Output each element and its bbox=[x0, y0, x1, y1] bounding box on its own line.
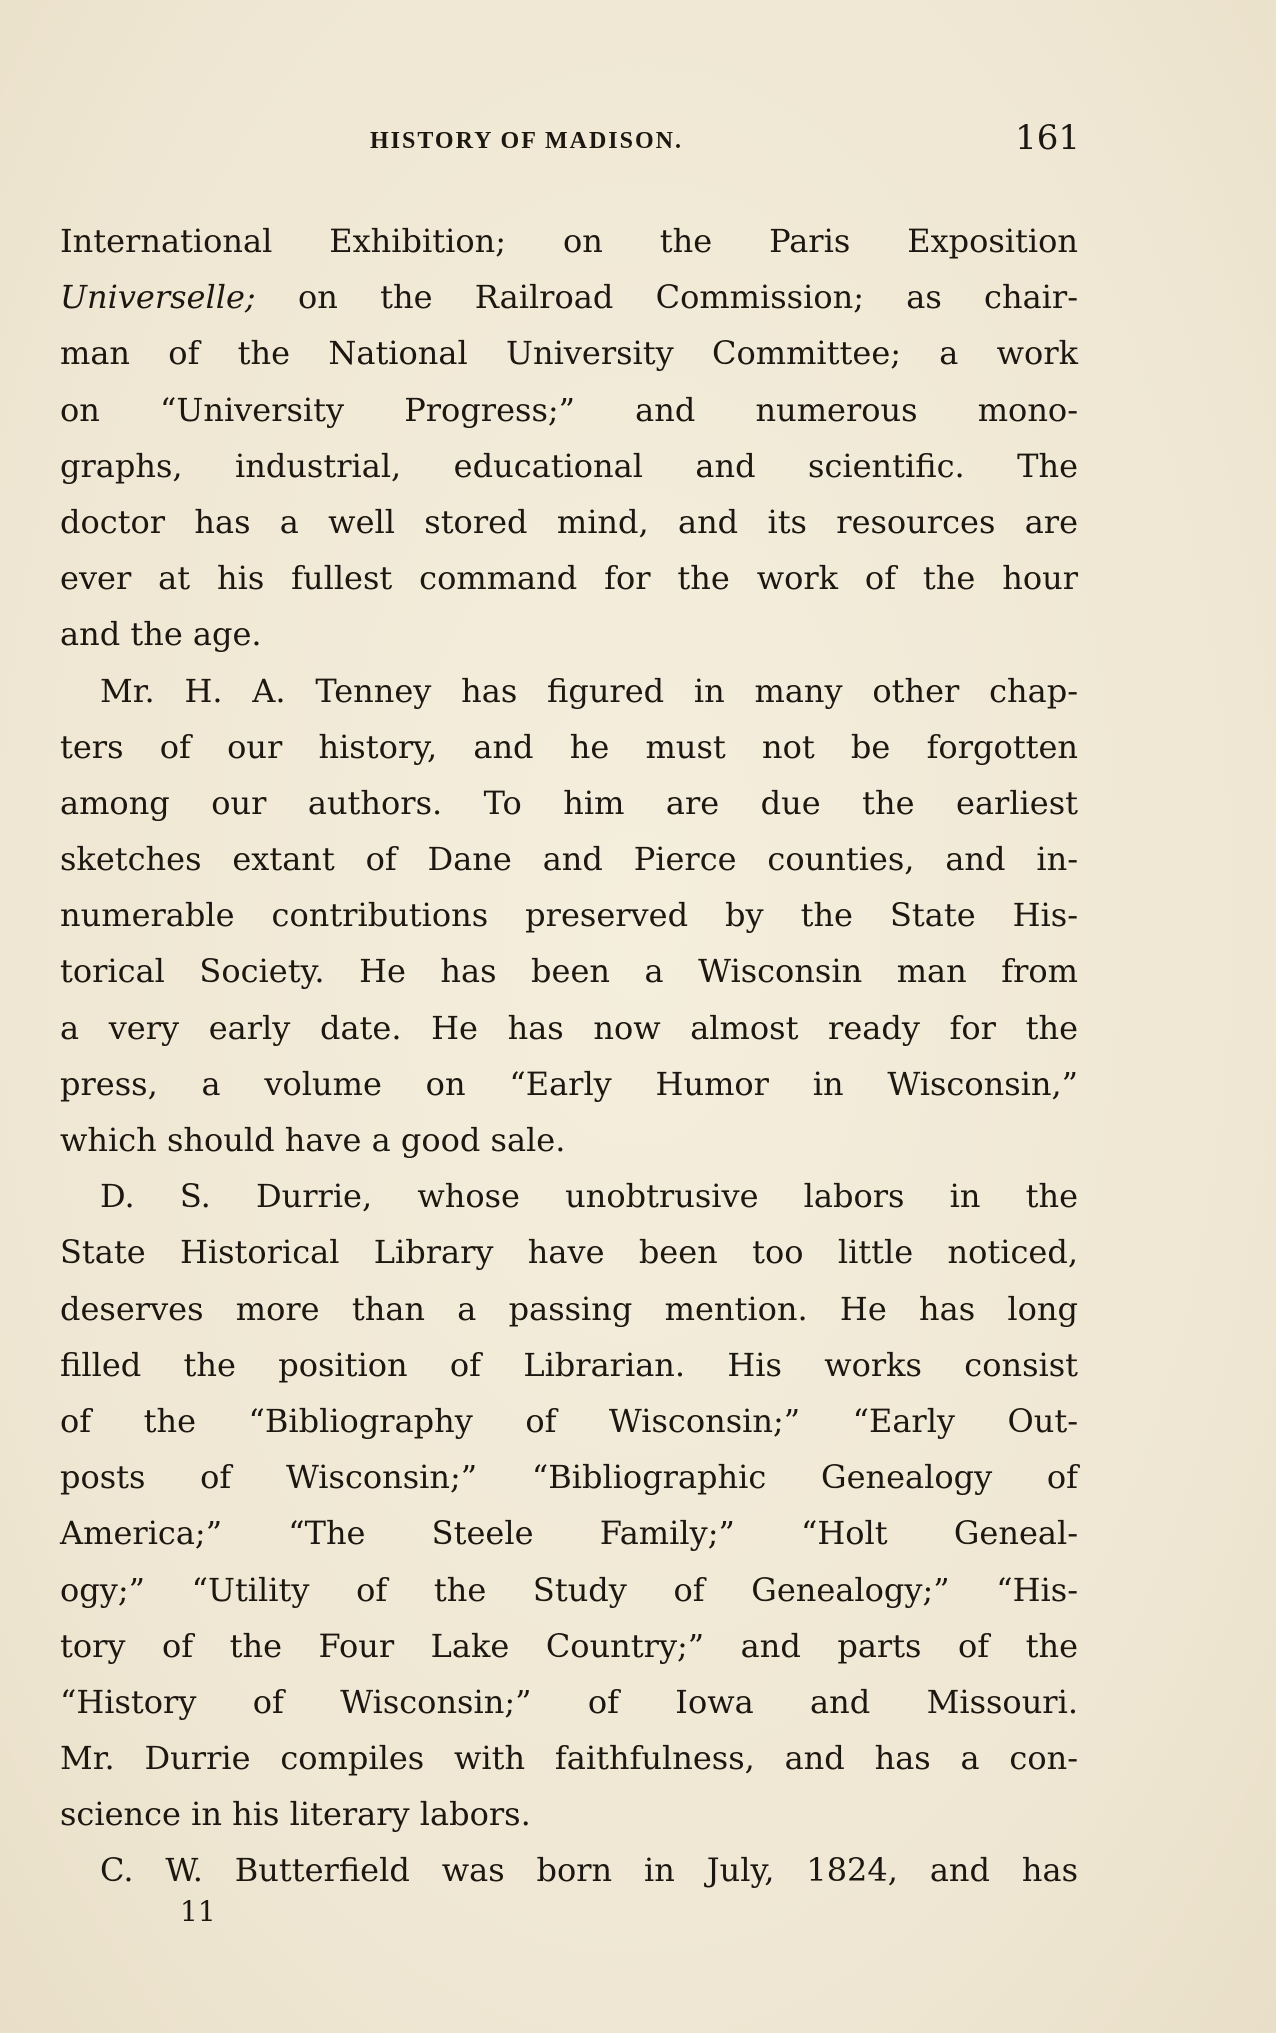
text-line-23: posts of Wisconsin;” “Bibliographic Genealogy of bbox=[60, 1458, 1078, 1497]
text-line-19: State Historical Library have been too little noticed, bbox=[60, 1233, 1078, 1272]
text-line-15: a very early date. He has now almost ready for the bbox=[60, 1008, 1078, 1047]
text-line-6: doctor has a well stored mind, and its resources are bbox=[60, 502, 1078, 541]
text-line-10: ters of our history, and he must not be forgotten bbox=[60, 727, 1078, 766]
text-line-18: D. S. Durrie, whose unobtrusive labors in the bbox=[100, 1177, 1078, 1216]
text-line-29: science in his literary labors. bbox=[60, 1795, 531, 1834]
text-line-21: filled the position of Librarian. His works consist bbox=[60, 1345, 1078, 1384]
text-line-28: Mr. Durrie compiles with faithfulness, and has a con- bbox=[60, 1739, 1078, 1778]
text-line-25: ogy;” “Utility of the Study of Genealogy;” “His- bbox=[60, 1570, 1078, 1609]
text-line-12: sketches extant of Dane and Pierce counties, and in- bbox=[60, 840, 1078, 879]
text-line-1: International Exhibition; on the Paris Exposition bbox=[60, 222, 1078, 260]
text-line-16: press, a volume on “Early Humor in Wisconsin,” bbox=[60, 1064, 1078, 1103]
text-line-24: America;” “The Steele Family;” “Holt Geneal- bbox=[60, 1514, 1078, 1553]
text-line-14: torical Society. He has been a Wisconsin man from bbox=[60, 952, 1078, 991]
text-line-30: C. W. Butterfield was born in July, 1824, and has bbox=[100, 1851, 1078, 1890]
text-line-2: Universelle; on the Railroad Commission; as chair- bbox=[60, 278, 1078, 317]
text-line-22: of the “Bibliography of Wisconsin;” “Early Out- bbox=[60, 1401, 1078, 1440]
signature-mark: 11 bbox=[180, 1895, 216, 1928]
text-line-26: tory of the Four Lake Country;” and parts of the bbox=[60, 1626, 1078, 1665]
text-line-4: on “University Progress;” and numerous mono- bbox=[60, 390, 1078, 429]
text-line-17: which should have a good sale. bbox=[60, 1121, 566, 1159]
running-head bbox=[60, 118, 1080, 168]
body-text bbox=[60, 213, 1078, 1899]
text-line-13: numerable contributions preserved by the State His- bbox=[60, 896, 1078, 935]
italic-word: Universelle; bbox=[60, 278, 256, 317]
text-line-7: ever at his fullest command for the work of the hour bbox=[60, 559, 1078, 598]
running-title: HISTORY OF MADISON. bbox=[370, 128, 683, 154]
page-number: 161 bbox=[1015, 118, 1080, 158]
text-line-8: and the age. bbox=[60, 615, 262, 654]
text-line-11: among our authors. To him are due the earliest bbox=[60, 783, 1078, 822]
text-line-9: Mr. H. A. Tenney has figured in many other chap- bbox=[100, 671, 1078, 710]
text-line-3: man of the National University Committee; a work bbox=[60, 334, 1078, 373]
text-line-27: “History of Wisconsin;” of Iowa and Missouri. bbox=[60, 1682, 1078, 1721]
text-line-20: deserves more than a passing mention. He has long bbox=[60, 1289, 1078, 1328]
text-line-5: graphs, industrial, educational and scientific. The bbox=[60, 446, 1078, 485]
